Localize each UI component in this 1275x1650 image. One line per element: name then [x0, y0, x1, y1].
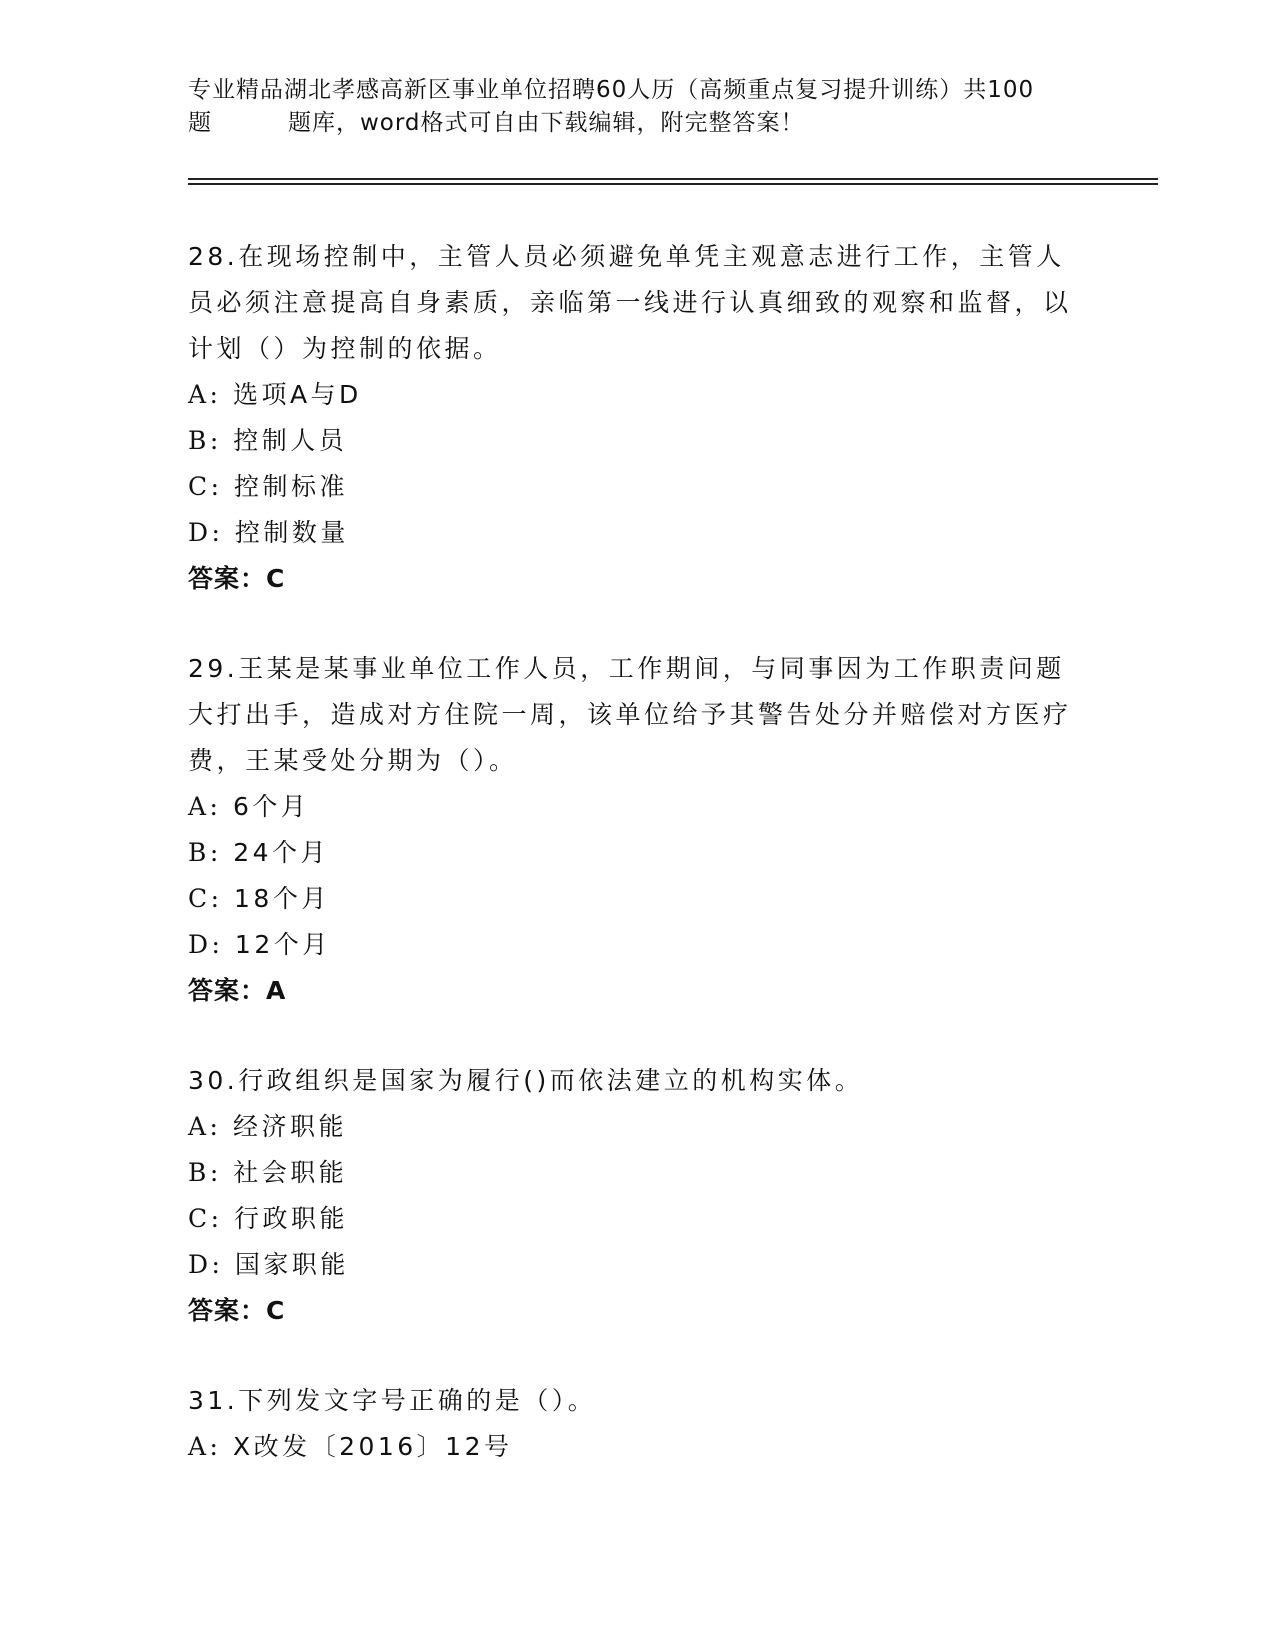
question-30: [188, 1058, 1088, 1334]
answer-line: 答案：C: [188, 564, 286, 593]
question-stem: 28.在现场控制中，主管人员必须避免单凭主观意志进行工作，主管人员必须注意提高自身素质，亲临第一线进行认真细致的观察和监督，以计划（）为控制的依据。: [188, 242, 1072, 363]
option-key: A:: [188, 380, 222, 409]
option-a: [188, 1424, 1088, 1470]
option-key: B:: [188, 426, 222, 455]
option-c: [188, 464, 1088, 510]
option-a: [188, 372, 1088, 418]
question-28: [188, 234, 1088, 602]
option-text: 国家职能: [234, 1250, 349, 1279]
option-b: [188, 1150, 1088, 1196]
option-text: 行政职能: [234, 1204, 349, 1233]
option-text: 12个月: [234, 930, 331, 959]
option-c: [188, 876, 1088, 922]
option-key: C:: [188, 1204, 223, 1233]
option-key: B:: [188, 1158, 222, 1187]
option-key: D:: [188, 518, 224, 547]
header-title-line1: 专业精品湖北孝感高新区事业单位招聘60人历（高频重点复习提升训练）共100: [188, 77, 1035, 103]
option-key: A:: [188, 1112, 222, 1141]
option-text: X改发〔2016〕12号: [232, 1432, 513, 1461]
option-key: D:: [188, 1250, 224, 1279]
option-d: [188, 1242, 1088, 1288]
question-stem: 31.下列发文字号正确的是（）。: [188, 1386, 597, 1415]
option-text: 6个月: [232, 792, 310, 821]
option-d: [188, 922, 1088, 968]
option-a: [188, 784, 1088, 830]
answer-line: 答案：C: [188, 1296, 286, 1325]
header-title-line2-right: 题库，word格式可自由下载编辑，附完整答案！: [288, 110, 805, 136]
option-b: [188, 830, 1088, 876]
option-text: 控制人员: [233, 426, 348, 455]
option-b: [188, 418, 1088, 464]
option-key: B:: [188, 838, 222, 867]
option-text: 18个月: [234, 884, 330, 913]
question-stem: 30.行政组织是国家为履行()而依法建立的机构实体。: [188, 1066, 864, 1095]
option-key: A:: [188, 792, 222, 821]
answer-line: 答案：A: [188, 976, 287, 1005]
option-text: 控制标准: [234, 472, 349, 501]
document-header: [188, 74, 1088, 140]
option-key: C:: [188, 884, 223, 913]
option-key: C:: [188, 472, 223, 501]
option-a: [188, 1104, 1088, 1150]
option-c: [188, 1196, 1088, 1242]
question-29: [188, 646, 1088, 1014]
header-divider-bottom: [188, 183, 1158, 185]
option-key: A:: [188, 1432, 222, 1461]
header-divider-top: [188, 178, 1158, 180]
option-text: 24个月: [233, 838, 330, 867]
question-list: [188, 234, 1088, 1514]
option-text: 经济职能: [232, 1112, 347, 1141]
option-text: 控制数量: [234, 518, 349, 547]
header-title-line2: [188, 107, 1088, 140]
header-title-line2-left: 题: [188, 110, 212, 136]
option-d: [188, 510, 1088, 556]
option-text: 社会职能: [233, 1158, 348, 1187]
question-stem: 29.王某是某事业单位工作人员，工作期间，与同事因为工作职责问题大打出手，造成对方住院一周，该单位给予其警告处分并赔偿对方医疗费，王某受处分期为（）。: [188, 654, 1072, 775]
option-key: D:: [188, 930, 224, 959]
option-text: 选项A与D: [232, 380, 362, 409]
question-31: [188, 1378, 1088, 1470]
